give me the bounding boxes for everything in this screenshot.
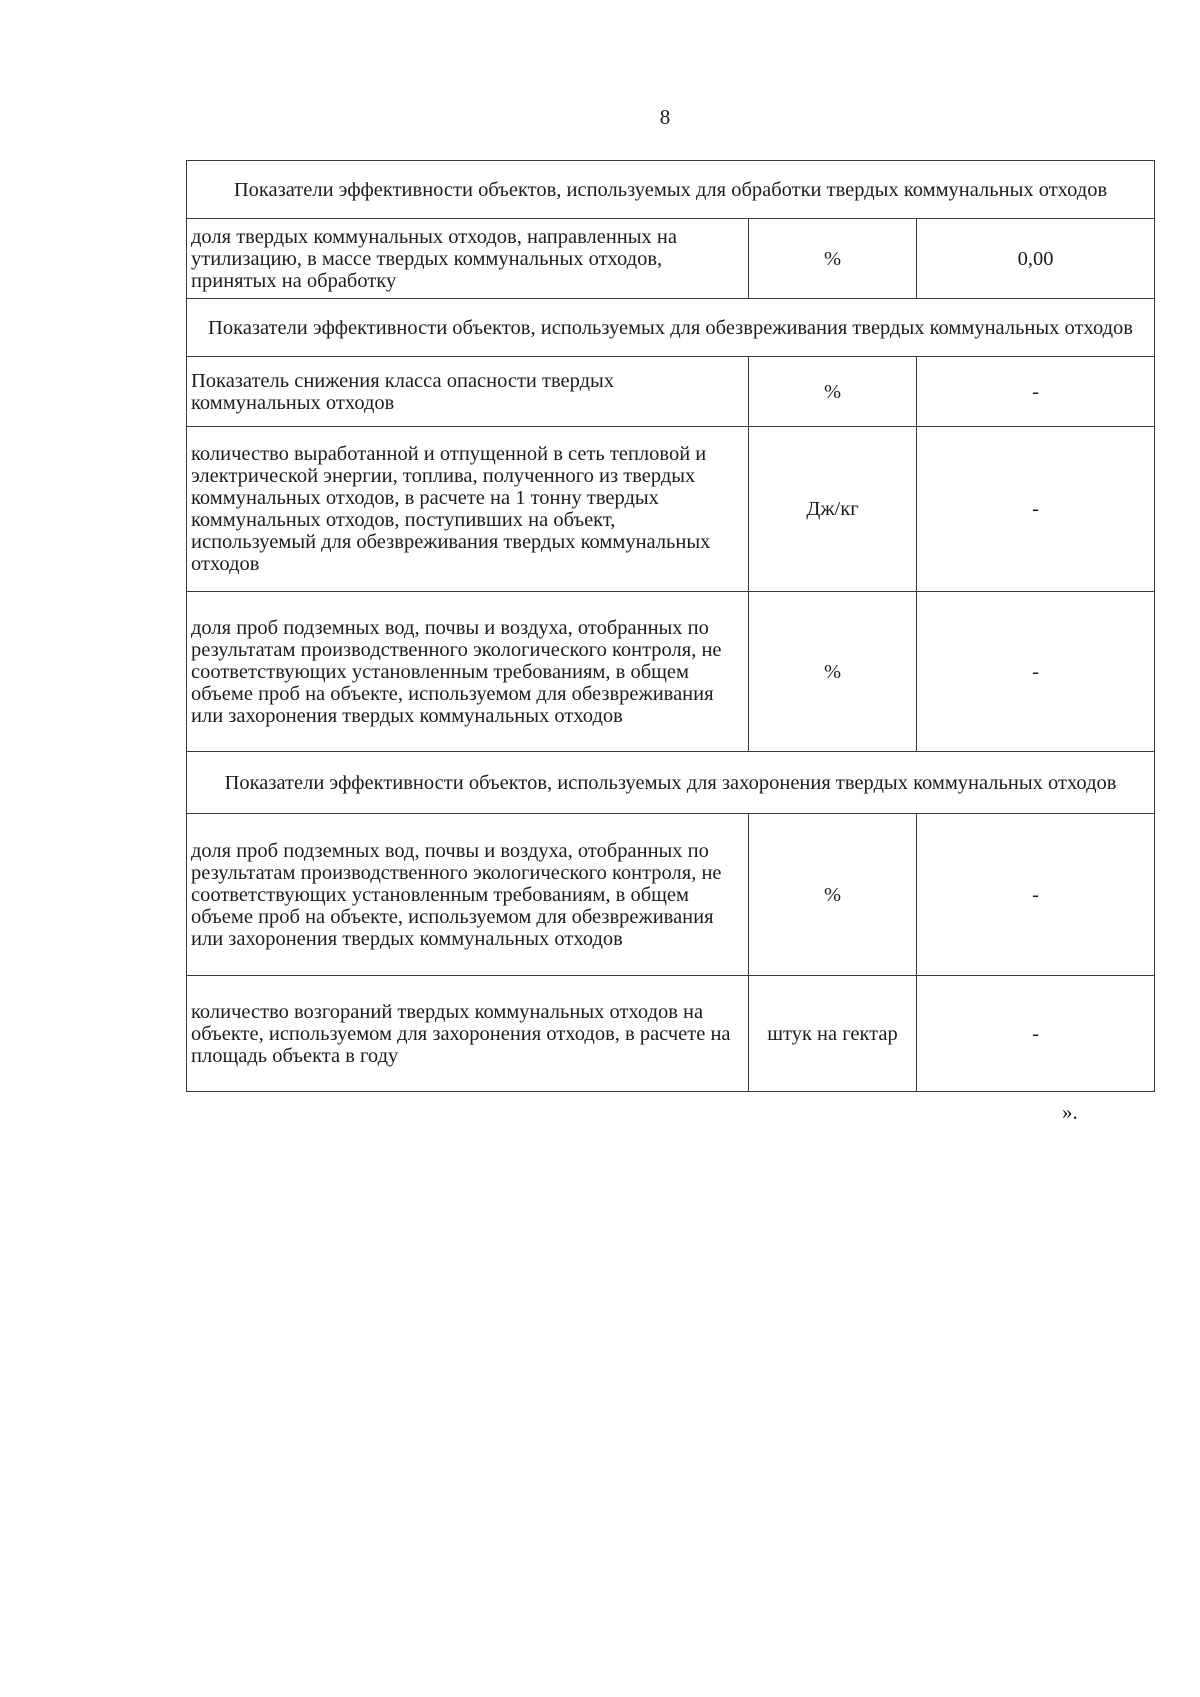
indicator-value: - [917,592,1155,752]
table-row [187,976,1155,1092]
indicator-description: Показатель снижения класса опасности твердых коммунальных отходов [187,357,749,427]
indicator-unit: % [749,814,917,976]
indicator-description: доля проб подземных вод, почвы и воздуха, отобранных по результатам производственного экологического контроля, не соответствующих установленным требованиям, в общем объеме проб на объекте, используемом для обезвреживания или захоронения твердых коммунальных отходов [187,814,749,976]
indicators-table [186,160,1155,1092]
indicator-value: - [917,814,1155,976]
indicator-value: - [917,976,1155,1092]
table-row [187,592,1155,752]
section-header-row [187,299,1155,357]
table-row [187,427,1155,592]
section-title-burial: Показатели эффективности объектов, используемых для захоронения твердых коммунальных отходов [187,752,1155,814]
indicator-unit: Дж/кг [749,427,917,592]
indicator-unit: % [749,357,917,427]
indicator-unit: штук на гектар [749,976,917,1092]
indicator-description: количество выработанной и отпущенной в сеть тепловой и электрической энергии, топлива, полученного из твердых коммунальных отходов, в расчете на 1 тонну твердых коммунальных отходов, поступивших на объект, используемый для обезвреживания твердых коммунальных отходов [187,427,749,592]
indicator-unit: % [749,219,917,299]
section-title-processing: Показатели эффективности объектов, используемых для обработки твердых коммунальных отходов [187,161,1155,219]
table-row [187,219,1155,299]
closing-quote-mark: ». [1062,1100,1078,1124]
table-row [187,357,1155,427]
indicator-description: количество возгораний твердых коммунальных отходов на объекте, используемом для захоронения отходов, в расчете на площадь объекта в году [187,976,749,1092]
table-row [187,814,1155,976]
section-header-row [187,161,1155,219]
indicator-value: - [917,357,1155,427]
indicator-unit: % [749,592,917,752]
section-title-neutralization: Показатели эффективности объектов, используемых для обезвреживания твердых коммунальных отходов [187,299,1155,357]
indicator-description: доля проб подземных вод, почвы и воздуха, отобранных по результатам производственного экологического контроля, не соответствующих установленным требованиям, в общем объеме проб на объекте, используемом для обезвреживания или захоронения твердых коммунальных отходов [187,592,749,752]
section-header-row [187,752,1155,814]
indicator-value: - [917,427,1155,592]
page-number: 8 [659,105,671,129]
indicator-description: доля твердых коммунальных отходов, направленных на утилизацию, в массе твердых коммунальных отходов, принятых на обработку [187,219,749,299]
indicator-value: 0,00 [917,219,1155,299]
